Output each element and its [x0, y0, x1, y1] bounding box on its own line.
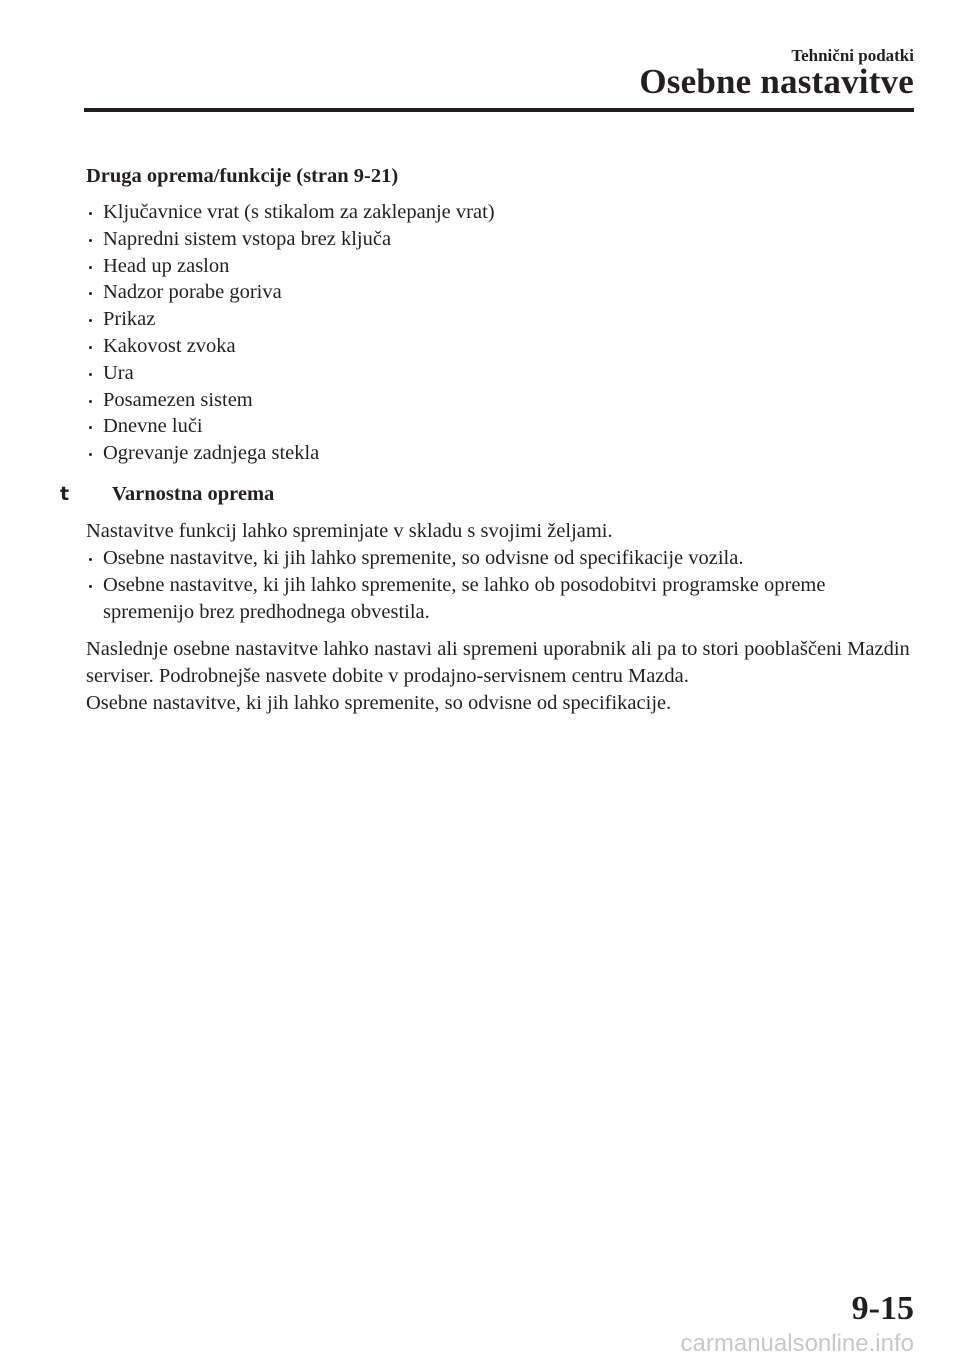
list-item: Osebne nastavitve, ki jih lahko spremenite, so odvisne od specifikacije vozila.	[86, 545, 916, 572]
safety-paragraph: Osebne nastavitve, ki jih lahko spremenite, so odvisne od specifikacije.	[86, 692, 672, 715]
list-item: Dnevne luči	[86, 413, 916, 440]
list-item: Posamezen sistem	[86, 387, 916, 414]
section-marker-icon: t	[60, 482, 70, 505]
list-item: Prikaz	[86, 306, 916, 333]
watermark: carmanualsonline.info	[680, 1330, 914, 1357]
list-item: Nadzor porabe goriva	[86, 279, 916, 306]
safety-section-title: Varnostna oprema	[112, 482, 275, 505]
main-content	[60, 163, 916, 717]
list-item: Ogrevanje zadnjega stekla	[86, 440, 916, 467]
chapter-label: Tehnični podatki	[791, 46, 914, 65]
safety-paragraph: Naslednje osebne nastavitve lahko nastavi ali spremeni uporabnik ali pa to stori pooblaščeni Mazdin serviser. Podrobnejše nasvete dobite v prodajno-servisnem centru Mazda.	[86, 638, 910, 688]
page-title: Osebne nastavitve	[639, 62, 914, 101]
other-equipment-heading: Druga oprema/funkcije (stran 9-21)	[86, 165, 399, 187]
list-item: Osebne nastavitve, ki jih lahko spremenite, se lahko ob posodobitvi programske opreme spremenijo brez predhodnega obvestila.	[86, 572, 916, 626]
header-divider	[84, 108, 914, 112]
list-item: Napredni sistem vstopa brez ključa	[86, 226, 916, 253]
safety-notes-list	[86, 545, 916, 625]
page-number: 9-15	[851, 1290, 914, 1327]
safety-intro: Nastavitve funkcij lahko spreminjate v skladu s svojimi željami.	[86, 519, 613, 542]
list-item: Head up zaslon	[86, 253, 916, 280]
list-item: Kakovost zvoka	[86, 333, 916, 360]
list-item: Ura	[86, 360, 916, 387]
safety-section-heading	[60, 481, 916, 508]
other-equipment-list	[86, 199, 916, 467]
list-item: Ključavnice vrat (s stikalom za zaklepanje vrat)	[86, 199, 916, 226]
